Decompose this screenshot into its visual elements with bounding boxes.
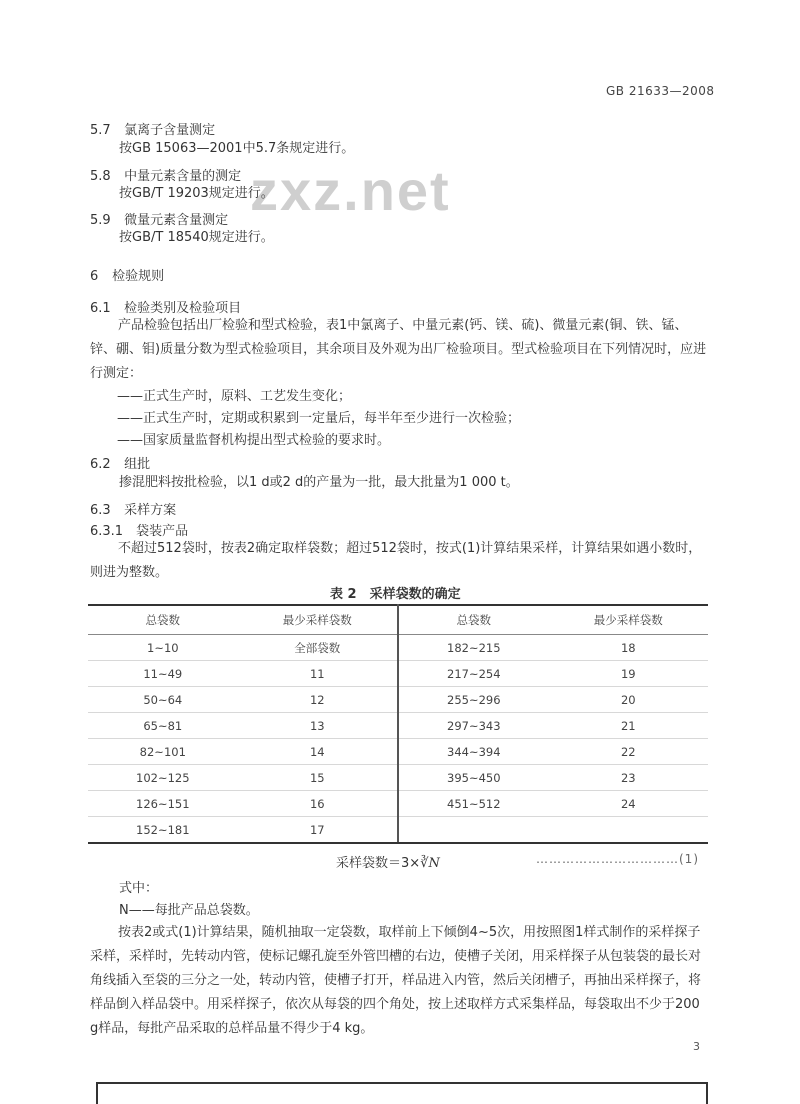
section-title: 组批 (124, 457, 151, 472)
table-row (88, 791, 708, 817)
section-5-9-body: 按GB/T 18540规定进行。 (119, 230, 274, 245)
column-header: 最少采样袋数 (549, 605, 708, 635)
table-cell: 1~10 (88, 635, 238, 661)
section-6-1-body: 产品检验包括出厂检验和型式检验，表1中氯离子、中量元素(钙、镁、硫)、微量元素(铜、铁、锰、锌、硼、钼)质量分数为型式检验项目，其余项目及外观为出厂检验项目。型式检验项目在下列情况时，应进行测定： (90, 318, 707, 381)
section-title: 检验规则 (112, 269, 165, 284)
table-row (88, 817, 708, 844)
table-cell: 11 (238, 661, 398, 687)
section-number: 6.2 (90, 457, 111, 472)
table-cell: 全部袋数 (238, 635, 398, 661)
table-cell: 217~254 (398, 661, 549, 687)
section-5-7-heading (90, 119, 215, 138)
section-number: 5.7 (90, 123, 111, 138)
section-number: 6.3 (90, 503, 111, 518)
page-number: 3 (693, 1040, 700, 1053)
table-cell: 24 (549, 791, 708, 817)
section-number: 6 (90, 269, 99, 284)
table-cell: 451~512 (398, 791, 549, 817)
standard-code: GB 21633—2008 (606, 84, 715, 98)
table-cell: 21 (549, 713, 708, 739)
section-title: 氯离子含量测定 (124, 123, 216, 138)
section-number: 6.3.1 (90, 524, 124, 539)
section-6-3-1-body: 不超过512袋时，按表2确定取样袋数；超过512袋时，按式(1)计算结果采样，计算结果如遇小数时，则进为整数。 (90, 541, 702, 580)
section-6-1-item-2: ——正式生产时，定期或积累到一定量后，每半年至少进行一次检验； (117, 411, 521, 426)
section-title: 采样方案 (124, 503, 177, 518)
table-cell: 20 (549, 687, 708, 713)
formula-lhs: 采样袋数＝3× (336, 856, 421, 871)
cube-root-n: ∛N (420, 856, 440, 871)
table-row (88, 713, 708, 739)
table-cell: 23 (549, 765, 708, 791)
section-5-8-body: 按GB/T 19203规定进行。 (119, 186, 274, 201)
table-cell: 14 (238, 739, 398, 765)
column-header: 最少采样袋数 (238, 605, 398, 635)
section-6-3-heading (90, 499, 176, 518)
column-header: 总袋数 (88, 605, 238, 635)
section-title: 检验类别及检验项目 (124, 301, 242, 316)
table-cell (398, 817, 549, 844)
table-cell: 18 (549, 635, 708, 661)
section-number: 6.1 (90, 301, 111, 316)
table-cell: 17 (238, 817, 398, 844)
section-6-1-item-1: ——正式生产时，原料、工艺发生变化； (117, 389, 352, 404)
n-definition: N——每批产品总袋数。 (119, 903, 259, 918)
table-cell: 255~296 (398, 687, 549, 713)
table-cell: 16 (238, 791, 398, 817)
table-cell: 15 (238, 765, 398, 791)
table-cell: 50~64 (88, 687, 238, 713)
page-bottom-frame (96, 1082, 708, 1104)
table-cell: 12 (238, 687, 398, 713)
table-row (88, 635, 708, 661)
section-6-2-body: 掺混肥料按批检验，以1 d或2 d的产量为一批，最大批量为1 000 t。 (119, 475, 519, 490)
section-title: 微量元素含量测定 (124, 213, 229, 228)
table-cell: 126~151 (88, 791, 238, 817)
section-6-heading (90, 265, 164, 284)
sampling-bags-table (88, 604, 708, 844)
formula (336, 852, 440, 871)
section-title: 中量元素含量的测定 (124, 169, 242, 184)
table-row (88, 765, 708, 791)
section-6-1-item-3: ——国家质量监督机构提出型式检验的要求时。 (117, 433, 391, 448)
table-row (88, 661, 708, 687)
formula-label: ……………………………(1) (536, 852, 699, 866)
table-cell: 344~394 (398, 739, 549, 765)
section-number: 5.9 (90, 213, 111, 228)
section-5-7-body: 按GB 15063—2001中5.7条规定进行。 (119, 141, 355, 156)
table-cell: 82~101 (88, 739, 238, 765)
table-cell: 395~450 (398, 765, 549, 791)
section-6-2-heading (90, 453, 150, 472)
sampling-procedure-paragraph: 按表2或式(1)计算结果，随机抽取一定袋数，取样前上下倾倒4~5次，用按照图1样式制作的采样探子采样，采样时，先转动内管，使标记螺孔旋至外管凹槽的右边，使槽子关闭，用采样探子从包装袋的最长对角线插入至袋的三分之一处，转动内管，使槽子打开，样品进入内管，然后关闭槽子，再抽出采样探子，将样品倒入样品袋中。用采样探子，依次从每袋的四个角处，按上述取样方式采集样品，每袋取出不少于200 g样品，每批产品采取的总样品量不得少于4 kg。 (90, 925, 702, 1036)
table-cell: 13 (238, 713, 398, 739)
table-cell: 102~125 (88, 765, 238, 791)
table-caption: 表 2 采样袋数的确定 (330, 587, 461, 602)
table-header-row (88, 605, 708, 635)
table-cell: 297~343 (398, 713, 549, 739)
table-cell: 19 (549, 661, 708, 687)
column-header: 总袋数 (398, 605, 549, 635)
table-cell: 182~215 (398, 635, 549, 661)
table-cell: 65~81 (88, 713, 238, 739)
table-row (88, 687, 708, 713)
table-cell: 152~181 (88, 817, 238, 844)
table-cell: 11~49 (88, 661, 238, 687)
table-cell (549, 817, 708, 844)
section-number: 5.8 (90, 169, 111, 184)
table-cell: 22 (549, 739, 708, 765)
section-title: 袋装产品 (136, 524, 189, 539)
table-row (88, 739, 708, 765)
watermark: zxz.net (250, 159, 451, 222)
where-intro: 式中： (119, 881, 159, 896)
